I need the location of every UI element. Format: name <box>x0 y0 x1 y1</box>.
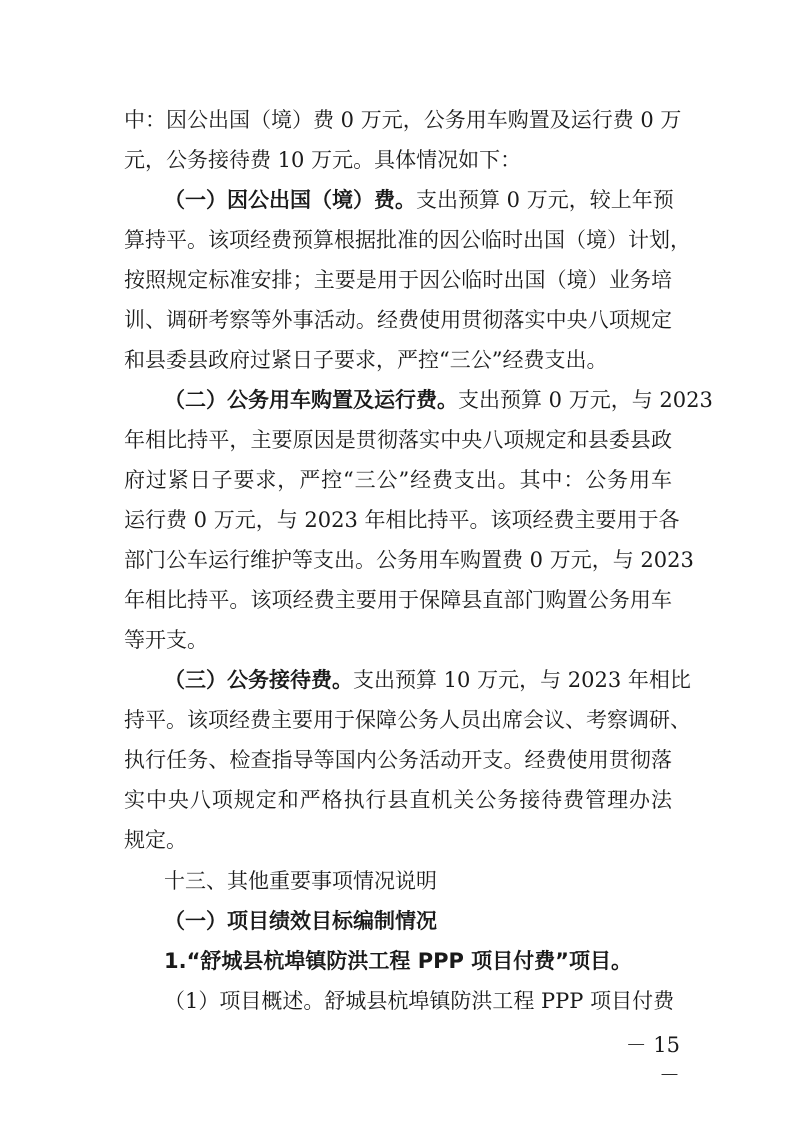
body-line <box>164 185 672 215</box>
body-line <box>164 385 713 415</box>
body-line: 运行费 0 万元，与 2023 年相比持平。该项经费主要用于各 <box>124 508 680 532</box>
body-line: 算持平。该项经费预算根据批准的因公临时出国（境）计划， <box>124 228 691 252</box>
subsection-heading: （一）项目绩效目标编制情况 <box>164 909 437 933</box>
body-line: 持平。该项经费主要用于保障公务人员出席会议、考察调研、 <box>124 708 691 732</box>
body-line: 府过紧日子要求，严控“三公”经费支出。其中：公务用车 <box>124 468 672 492</box>
body-line: 元，公务接待费 10 万元。具体情况如下： <box>124 148 522 172</box>
subsection-heading: （二）公务用车购置及运行费。 <box>164 388 458 412</box>
body-text: 支出预算 0 万元，较上年预 <box>416 188 674 212</box>
body-line: 实中央八项规定和严格执行县直机关公务接待费管理办法 <box>124 788 672 812</box>
body-line: 等开支。 <box>124 628 208 652</box>
page-number: － 15 － <box>625 1033 680 1087</box>
body-line: 中：因公出国（境）费 0 万元，公务用车购置及运行费 0 万 <box>124 108 682 132</box>
body-line: 执行任务、检查指导等国内公务活动开支。经费使用贯彻落 <box>124 748 672 772</box>
subsection-heading: （三）公务接待费。 <box>164 668 353 692</box>
section-heading: 十三、其他重要事项情况说明 <box>164 869 437 893</box>
body-line: 训、调研考察等外事活动。经费使用贯彻落实中央八项规定 <box>124 308 672 332</box>
body-line <box>164 665 691 695</box>
item-heading: 1.“舒城县杭埠镇防洪工程 PPP 项目付费”项目。 <box>164 949 632 973</box>
body-text: 支出预算 10 万元，与 2023 年相比 <box>353 668 691 692</box>
body-text: 支出预算 0 万元，与 2023 <box>458 388 713 412</box>
body-line: （1）项目概述。舒城县杭埠镇防洪工程 PPP 项目付费 <box>164 989 675 1013</box>
body-line: 年相比持平。该项经费主要用于保障县直部门购置公务用车 <box>124 588 672 612</box>
body-line: 规定。 <box>124 828 187 852</box>
body-line: 按照规定标准安排；主要是用于因公临时出国（境）业务培 <box>124 268 672 292</box>
body-line: 年相比持平，主要原因是贯彻落实中央八项规定和县委县政 <box>124 428 672 452</box>
body-line: 部门公车运行维护等支出。公务用车购置费 0 万元，与 2023 <box>124 548 694 572</box>
body-line: 和县委县政府过紧日子要求，严控“三公”经费支出。 <box>124 348 608 372</box>
subsection-heading: （一）因公出国（境）费。 <box>164 188 416 212</box>
